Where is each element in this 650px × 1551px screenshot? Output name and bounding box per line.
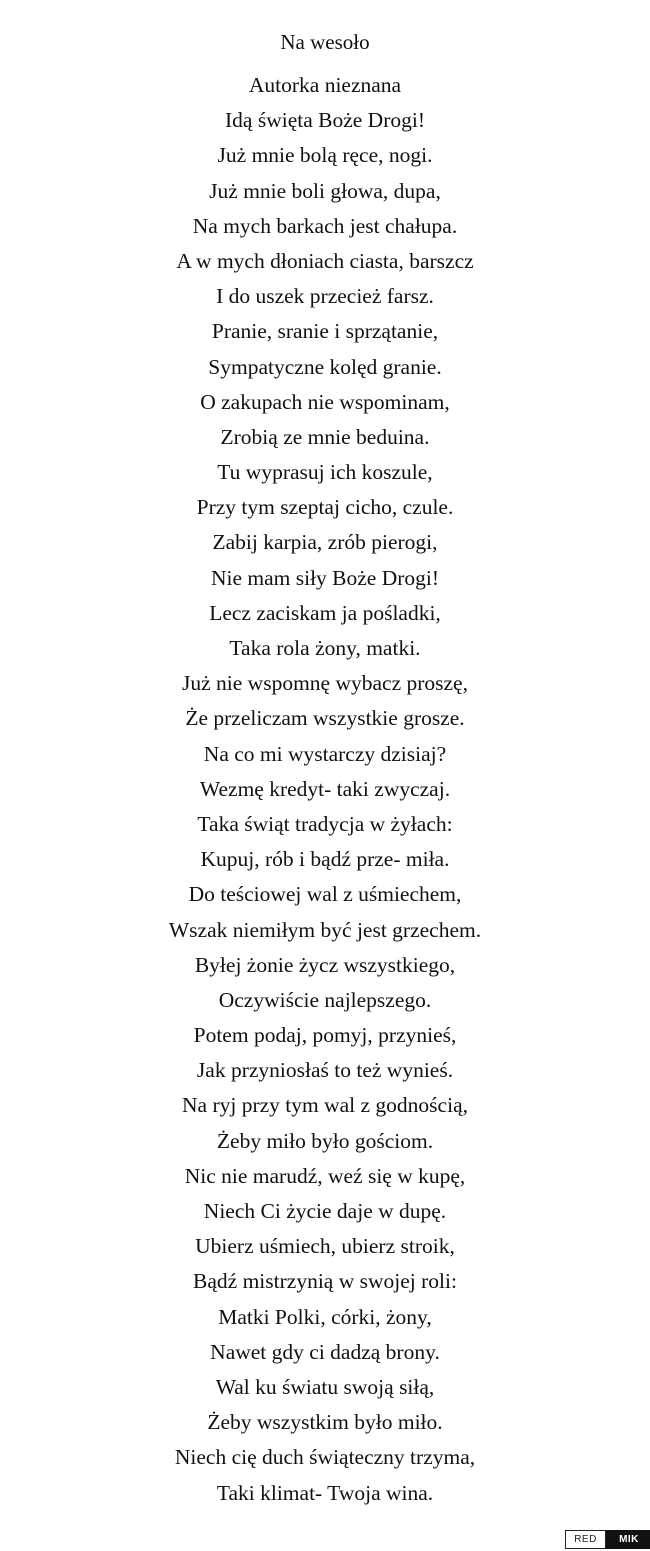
poem-line: Jak przyniosłaś to też wynieś. xyxy=(196,1058,454,1083)
poem-line: Idą święta Boże Drogi! xyxy=(225,108,425,133)
poem-line: Tu wyprasuj ich koszule, xyxy=(217,460,433,485)
poem-line: Pranie, sranie i sprzątanie, xyxy=(211,319,439,344)
poem-line: Do teściowej wal z uśmiechem, xyxy=(188,882,462,907)
watermark-mik-label: MIK xyxy=(606,1530,650,1549)
poem-author: Autorka nieznana xyxy=(248,73,402,97)
poem-line: Wal ku światu swoją siłą, xyxy=(215,1374,435,1399)
watermark-red-label: RED xyxy=(565,1530,606,1549)
redmik-watermark xyxy=(565,1530,650,1549)
poem-line: Przy tym szeptaj cicho, czule. xyxy=(196,495,454,520)
poem-line: Niech Ci życie daje w dupę. xyxy=(203,1199,447,1223)
poem-line: Oczywiście najlepszego. xyxy=(218,987,432,1012)
poem-line: Ubierz uśmiech, ubierz stroik, xyxy=(195,1234,455,1259)
poem-line: Wszak niemiłym być jest grzechem. xyxy=(168,917,482,942)
poem-line: Na ryj przy tym wal z godnością, xyxy=(182,1093,468,1118)
poem-line: O zakupach nie wspominam, xyxy=(200,389,450,414)
poem-line: Niech cię duch świąteczny trzyma, xyxy=(174,1445,476,1470)
poem-line: Byłej żonie życz wszystkiego, xyxy=(194,952,456,977)
poem-line: Na mych barkach jest chałupa. xyxy=(192,213,458,238)
poem-line: Taki klimat- Twoja wina. xyxy=(216,1480,434,1505)
poem-line: Już mnie boli głowa, dupa, xyxy=(209,178,441,203)
poem-line: Zrobią ze mnie beduina. xyxy=(220,424,430,449)
poem-line: Już nie wspomnę wybacz proszę, xyxy=(182,671,468,696)
poem-line: Już mnie bolą ręce, nogi. xyxy=(217,143,433,168)
poem-line: Lecz zaciskam ja pośladki, xyxy=(209,600,441,625)
poem-line: I do uszek przecież farsz. xyxy=(216,284,434,309)
poem-line: Kupuj, rób i bądź prze- miła. xyxy=(200,847,450,872)
poem-line: Na co mi wystarczy dzisiaj? xyxy=(203,741,447,766)
poem-line: Taka rola żony, matki. xyxy=(229,636,421,660)
poem-line: Żeby miło było gościom. xyxy=(216,1128,434,1153)
poem-line: Taka świąt tradycja w żyłach: xyxy=(197,811,453,836)
poem-line: Matki Polki, córki, żony, xyxy=(218,1304,432,1329)
poem-line: Sympatyczne kolęd granie. xyxy=(208,354,442,379)
poem-lines xyxy=(0,68,650,1511)
poem-line: Potem podaj, pomyj, przynieś, xyxy=(193,1023,457,1048)
poem-line: Wezmę kredyt- taki zwyczaj. xyxy=(199,776,451,801)
poem-line: Zabij karpia, zrób pierogi, xyxy=(212,530,438,555)
poem-line: A w mych dłoniach ciasta, barszcz xyxy=(176,248,474,273)
poem-line: Bądź mistrzynią w swojej roli: xyxy=(193,1269,457,1294)
poem-line: Nawet gdy ci dadzą brony. xyxy=(210,1339,440,1364)
poem-title: Na wesoło xyxy=(280,30,370,54)
poem-line: Że przeliczam wszystkie grosze. xyxy=(185,706,465,731)
poem-line: Nic nie marudź, weź się w kupę, xyxy=(184,1163,466,1188)
poem-line: Żeby wszystkim było miło. xyxy=(207,1410,443,1435)
poem-line: Nie mam siły Boże Drogi! xyxy=(210,565,440,590)
